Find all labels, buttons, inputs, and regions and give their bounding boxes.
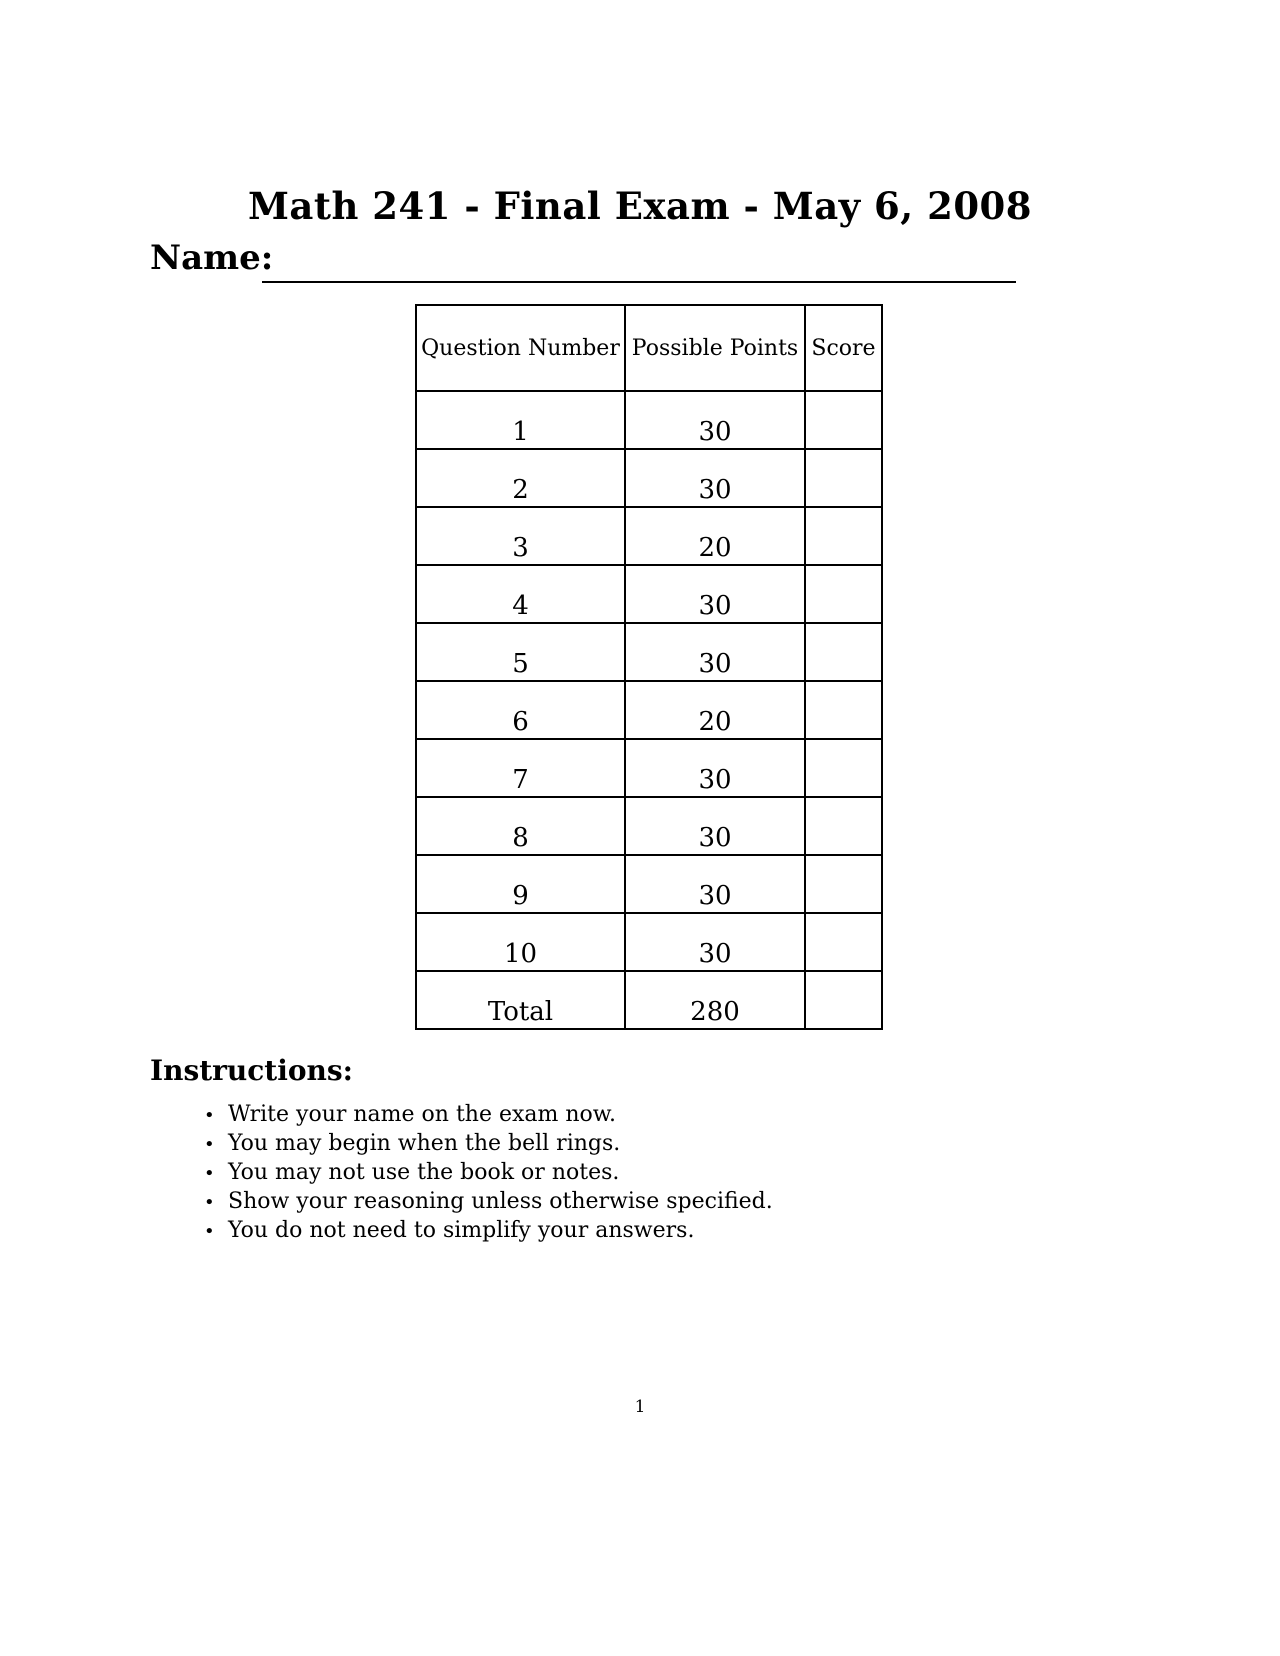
list-item	[204, 1129, 773, 1158]
instruction-text: You may not use the book or notes.	[228, 1160, 620, 1185]
total-score-cell	[805, 971, 882, 1029]
table-header-row	[416, 305, 882, 391]
question-number: 9	[512, 881, 529, 911]
table-row	[416, 739, 882, 797]
bullet-icon: •	[204, 1163, 215, 1184]
question-number-cell	[416, 623, 625, 681]
score-table	[415, 304, 883, 1030]
question-number-cell	[416, 855, 625, 913]
list-item	[204, 1100, 773, 1129]
header-score: Score	[805, 305, 882, 391]
possible-points-cell	[625, 449, 805, 507]
question-number: 10	[503, 939, 538, 969]
possible-points-cell	[625, 507, 805, 565]
instruction-text: Write your name on the exam now.	[228, 1102, 616, 1127]
table-row	[416, 507, 882, 565]
score-cell	[805, 739, 882, 797]
question-number: 8	[512, 823, 529, 853]
question-number: 6	[512, 707, 529, 737]
possible-points-cell	[625, 565, 805, 623]
list-item	[204, 1158, 773, 1187]
total-label: Total	[487, 997, 554, 1027]
table-row	[416, 681, 882, 739]
question-number-cell	[416, 797, 625, 855]
table-row	[416, 449, 882, 507]
bullet-icon: •	[204, 1192, 215, 1213]
question-number-cell	[416, 681, 625, 739]
bullet-icon: •	[204, 1221, 215, 1242]
question-number: 1	[512, 417, 529, 447]
page-number: 1	[634, 1397, 646, 1417]
instructions-list	[204, 1100, 773, 1245]
table-row	[416, 391, 882, 449]
question-number: 2	[512, 475, 529, 505]
question-number-cell	[416, 739, 625, 797]
question-number-cell	[416, 391, 625, 449]
total-points: 280	[690, 997, 740, 1027]
question-number-cell	[416, 565, 625, 623]
header-question-number: Question Number	[416, 305, 625, 391]
score-cell	[805, 855, 882, 913]
possible-points-cell	[625, 739, 805, 797]
possible-points: 30	[698, 417, 732, 447]
total-label-cell	[416, 971, 625, 1029]
score-cell	[805, 565, 882, 623]
table-row	[416, 623, 882, 681]
instruction-text: You may begin when the bell rings.	[228, 1131, 621, 1156]
score-cell	[805, 797, 882, 855]
score-cell	[805, 391, 882, 449]
name-label: Name:	[150, 238, 274, 278]
table-row	[416, 913, 882, 971]
question-number-cell	[416, 913, 625, 971]
score-cell	[805, 623, 882, 681]
score-cell	[805, 507, 882, 565]
instruction-text: Show your reasoning unless otherwise specified.	[228, 1189, 773, 1214]
possible-points: 20	[698, 707, 732, 737]
list-item	[204, 1187, 773, 1216]
instructions-heading: Instructions:	[150, 1054, 354, 1087]
bullet-icon: •	[204, 1134, 215, 1155]
question-number-cell	[416, 507, 625, 565]
possible-points: 30	[698, 823, 732, 853]
question-number: 7	[512, 765, 529, 795]
score-cell	[805, 913, 882, 971]
exam-title: Math 241 - Final Exam - May 6, 2008	[247, 184, 1033, 228]
possible-points-cell	[625, 391, 805, 449]
question-number: 3	[512, 533, 529, 563]
question-number: 5	[512, 649, 529, 679]
table-row	[416, 797, 882, 855]
possible-points-cell	[625, 913, 805, 971]
possible-points: 30	[698, 765, 732, 795]
header-possible-points: Possible Points	[625, 305, 805, 391]
list-item	[204, 1216, 773, 1245]
possible-points: 30	[698, 591, 732, 621]
table-row	[416, 565, 882, 623]
name-blank-line	[262, 281, 1016, 283]
score-cell	[805, 681, 882, 739]
possible-points-cell	[625, 681, 805, 739]
table-total-row	[416, 971, 882, 1029]
possible-points: 30	[698, 939, 732, 969]
possible-points: 30	[698, 881, 732, 911]
possible-points: 30	[698, 475, 732, 505]
possible-points-cell	[625, 797, 805, 855]
question-number-cell	[416, 449, 625, 507]
score-cell	[805, 449, 882, 507]
instruction-text: You do not need to simplify your answers.	[228, 1218, 695, 1243]
possible-points: 20	[698, 533, 732, 563]
possible-points: 30	[698, 649, 732, 679]
possible-points-cell	[625, 623, 805, 681]
total-points-cell	[625, 971, 805, 1029]
question-number: 4	[512, 591, 529, 621]
table-row	[416, 855, 882, 913]
possible-points-cell	[625, 855, 805, 913]
bullet-icon: •	[204, 1105, 215, 1126]
